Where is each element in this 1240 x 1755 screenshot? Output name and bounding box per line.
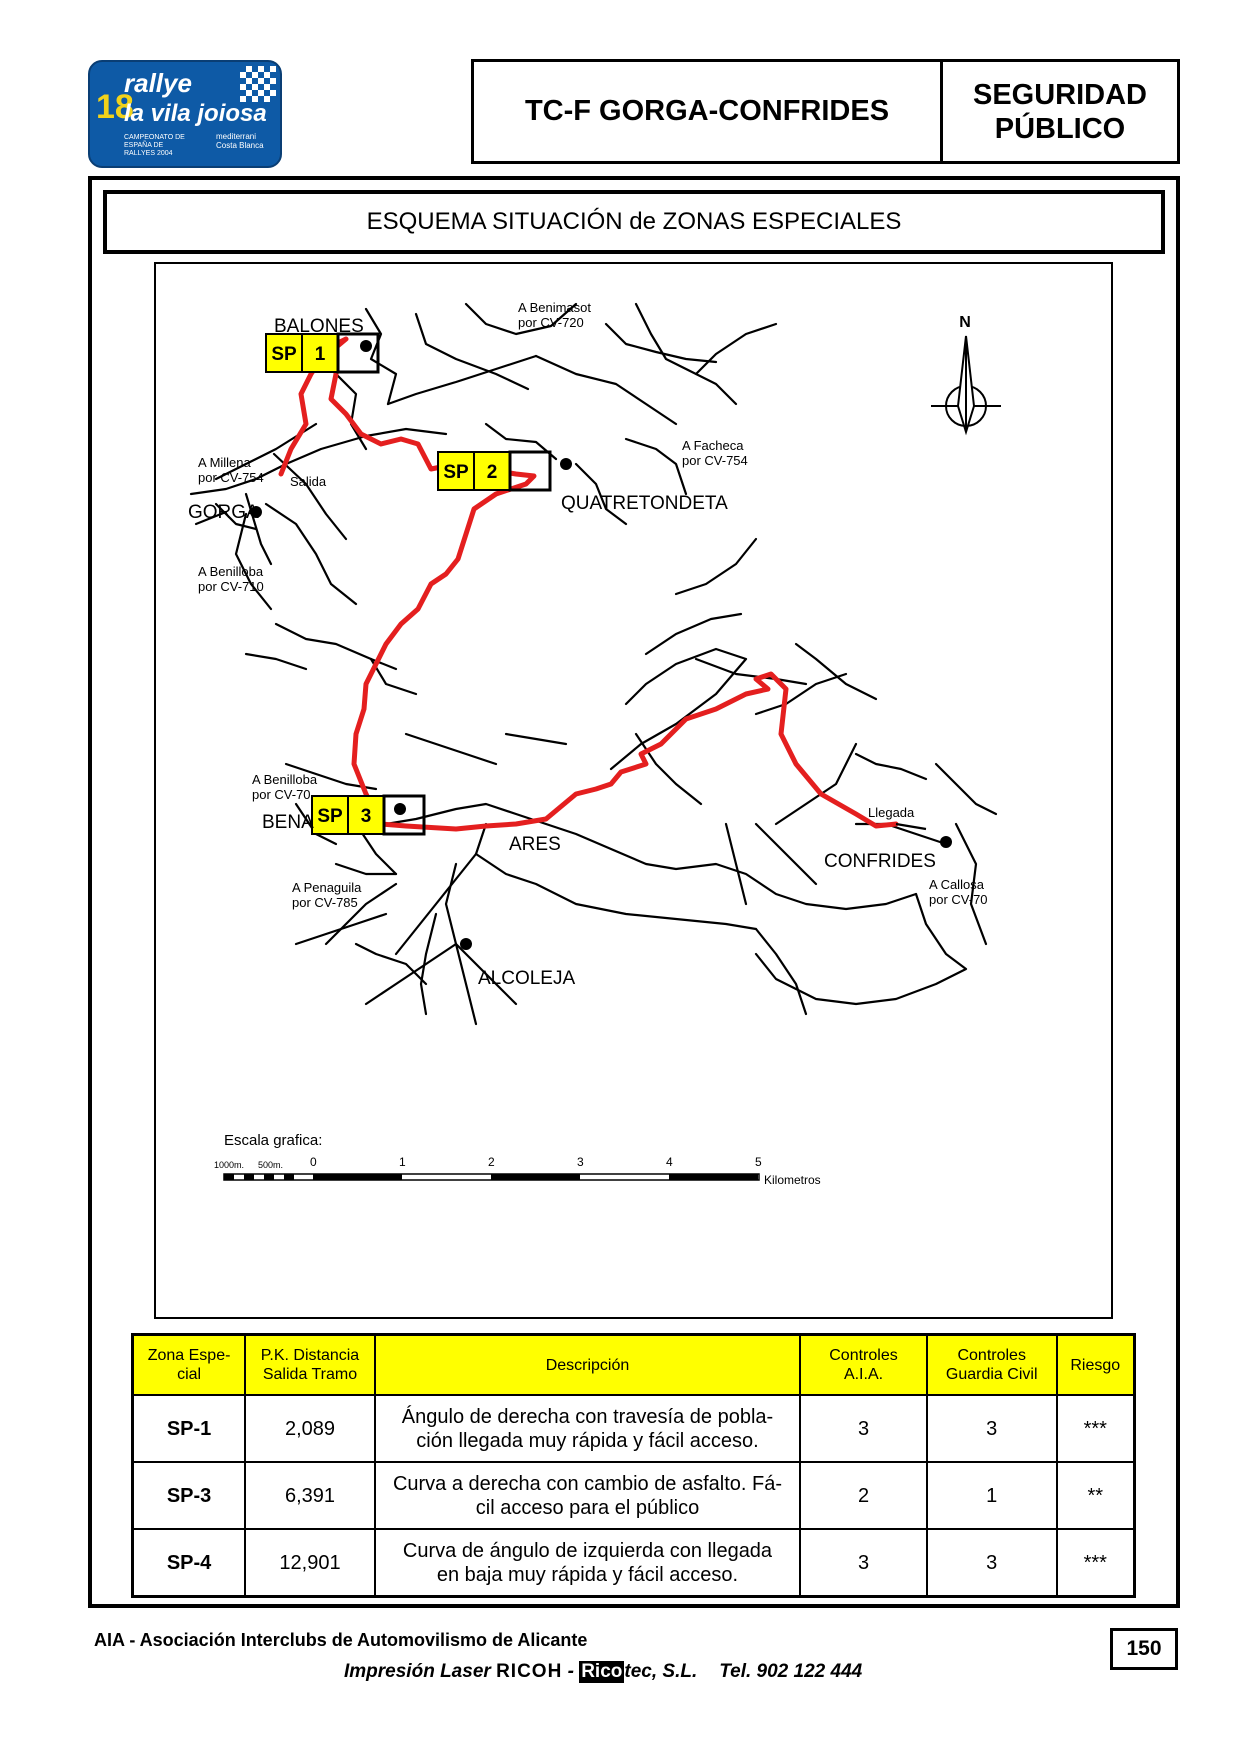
- print-dash: -: [567, 1661, 574, 1682]
- sp-marker-3-label: SP: [317, 806, 343, 827]
- stage-map: [156, 264, 1111, 1317]
- town-quatretondeta: QUATRETONDETA: [561, 493, 728, 514]
- header-zona: Zona Espe- cial: [133, 1335, 246, 1396]
- cell-controles-aia: 3: [800, 1529, 927, 1597]
- print-telephone: Tel. 902 122 444: [719, 1661, 863, 1682]
- scale-tick-0: 0: [310, 1155, 317, 1169]
- rally-logo: [88, 60, 282, 168]
- label-benilloba-a-1: A Benilloba: [198, 564, 264, 579]
- special-zones-table: [131, 1333, 1136, 1598]
- label-millena-2: por CV-754: [198, 470, 264, 485]
- cell-zona: SP-3: [133, 1462, 246, 1529]
- cell-descripcion: Curva de ángulo de izquierda con llegada en baja muy rápida y fácil acceso.: [375, 1529, 800, 1597]
- logo-subtext2: mediterrani Costa Blanca: [216, 132, 264, 150]
- header-riesgo: Riesgo: [1057, 1335, 1135, 1396]
- logo-edition-number: 18: [96, 88, 134, 126]
- label-callosa-2: por CV-70: [929, 892, 988, 907]
- label-facheca-1: A Facheca: [682, 438, 744, 453]
- header-controles-gc: Controles Guardia Civil: [927, 1335, 1057, 1396]
- sp-marker-1-label: SP: [271, 344, 297, 365]
- cell-controles-gc: 1: [927, 1462, 1057, 1529]
- town-gorga: GORGA: [188, 502, 259, 523]
- cell-controles-gc: 3: [927, 1395, 1057, 1462]
- town-ares: ARES: [509, 834, 561, 855]
- label-benilloba-b-2: por CV-70: [252, 787, 311, 802]
- label-callosa-1: A Callosa: [929, 877, 984, 892]
- scale-tick-3: 3: [577, 1155, 584, 1169]
- header-descripcion: Descripción: [375, 1335, 800, 1396]
- label-penaguila-2: por CV-785: [292, 895, 358, 910]
- road-network: [191, 304, 996, 1024]
- town-confrides: CONFRIDES: [824, 851, 936, 872]
- ricotec-brand: Rico: [581, 1661, 623, 1682]
- scale-left-label-1: 1000m.: [214, 1160, 245, 1170]
- north-arrow-icon: [931, 314, 1001, 432]
- cell-pk: 2,089: [245, 1395, 375, 1462]
- cell-controles-aia: 3: [800, 1395, 927, 1462]
- footer-association: AIA - Asociación Interclubs de Automovilismo de Alicante: [94, 1630, 588, 1650]
- cell-riesgo: **: [1057, 1462, 1135, 1529]
- stage-route: [281, 339, 896, 829]
- cell-zona: SP-1: [133, 1395, 246, 1462]
- scale-tick-4: 4: [666, 1155, 673, 1169]
- cell-riesgo: ***: [1057, 1395, 1135, 1462]
- table-row: [133, 1462, 1135, 1529]
- header-pk: P.K. Distancia Salida Tramo: [245, 1335, 375, 1396]
- panel-subtitle: ESQUEMA SITUACIÓN de ZONAS ESPECIALES: [103, 190, 1165, 254]
- cell-riesgo: ***: [1057, 1529, 1135, 1597]
- ricoh-brand: RICOH: [496, 1661, 563, 1682]
- scale-title: Escala grafica:: [224, 1132, 323, 1149]
- cell-descripcion: Curva a derecha con cambio de asfalto. Fá- cil acceso para el público: [375, 1462, 800, 1529]
- label-start: Salida: [290, 474, 327, 489]
- section-title-line2: PÚBLICO: [994, 112, 1126, 145]
- label-penaguila-1: A Penaguila: [292, 880, 362, 895]
- label-benimasot-1: A Benimasot: [518, 300, 591, 315]
- page-number: 150: [1110, 1628, 1178, 1670]
- table-row: [133, 1395, 1135, 1462]
- label-facheca-2: por CV-754: [682, 453, 748, 468]
- town-alcoleja: ALCOLEJA: [478, 968, 576, 989]
- label-finish: Llegada: [868, 805, 915, 820]
- cell-zona: SP-4: [133, 1529, 246, 1597]
- north-label: N: [959, 314, 971, 331]
- table-header-row: [133, 1335, 1135, 1396]
- town-benasau: BENA: [262, 812, 314, 833]
- sp-marker-2: [438, 452, 550, 490]
- logo-line1: rallye: [124, 68, 192, 98]
- label-millena-1: A Millena: [198, 455, 251, 470]
- map-frame: [154, 262, 1113, 1319]
- cell-pk: 6,391: [245, 1462, 375, 1529]
- sp-marker-2-number: 2: [486, 462, 498, 483]
- section-title-line1: SEGURIDAD: [972, 78, 1147, 111]
- cell-pk: 12,901: [245, 1529, 375, 1597]
- label-benimasot-2: por CV-720: [518, 315, 584, 330]
- sp-marker-2-label: SP: [443, 462, 469, 483]
- scale-tick-1: 1: [399, 1155, 406, 1169]
- print-prefix: Impresión Laser: [344, 1661, 491, 1682]
- ricotec-brand-rest: tec, S.L.: [624, 1661, 698, 1682]
- cell-controles-gc: 3: [927, 1529, 1057, 1597]
- header-controles-aia: Controles A.I.A.: [800, 1335, 927, 1396]
- cell-descripcion: Ángulo de derecha con travesía de pobla- ción llegada muy rápida y fácil acceso.: [375, 1395, 800, 1462]
- scale-bar: [214, 1132, 821, 1187]
- footer-print-info: [344, 1661, 862, 1683]
- sp-marker-3-number: 3: [360, 806, 372, 827]
- town-balones: BALONES: [274, 316, 364, 337]
- logo-subtext: CAMPEONATO DE ESPAÑA DE RALLYES 2004: [124, 134, 185, 157]
- scale-left-label-2: 500m.: [258, 1160, 284, 1170]
- cell-controles-aia: 2: [800, 1462, 927, 1529]
- label-benilloba-a-2: por CV-710: [198, 579, 264, 594]
- table-row: [133, 1529, 1135, 1597]
- sp-marker-1: [266, 334, 378, 372]
- scale-tick-2: 2: [488, 1155, 495, 1169]
- label-benilloba-b-1: A Benilloba: [252, 772, 318, 787]
- scale-tick-5: 5: [755, 1155, 762, 1169]
- logo-line2: la vila joiosa: [124, 100, 267, 127]
- stage-title: TC-F GORGA-CONFRIDES: [471, 59, 943, 164]
- sp-marker-1-number: 1: [314, 344, 326, 365]
- scale-unit: Kilometros: [764, 1173, 821, 1187]
- checkered-flag-icon: [240, 66, 276, 102]
- section-title: [940, 59, 1180, 164]
